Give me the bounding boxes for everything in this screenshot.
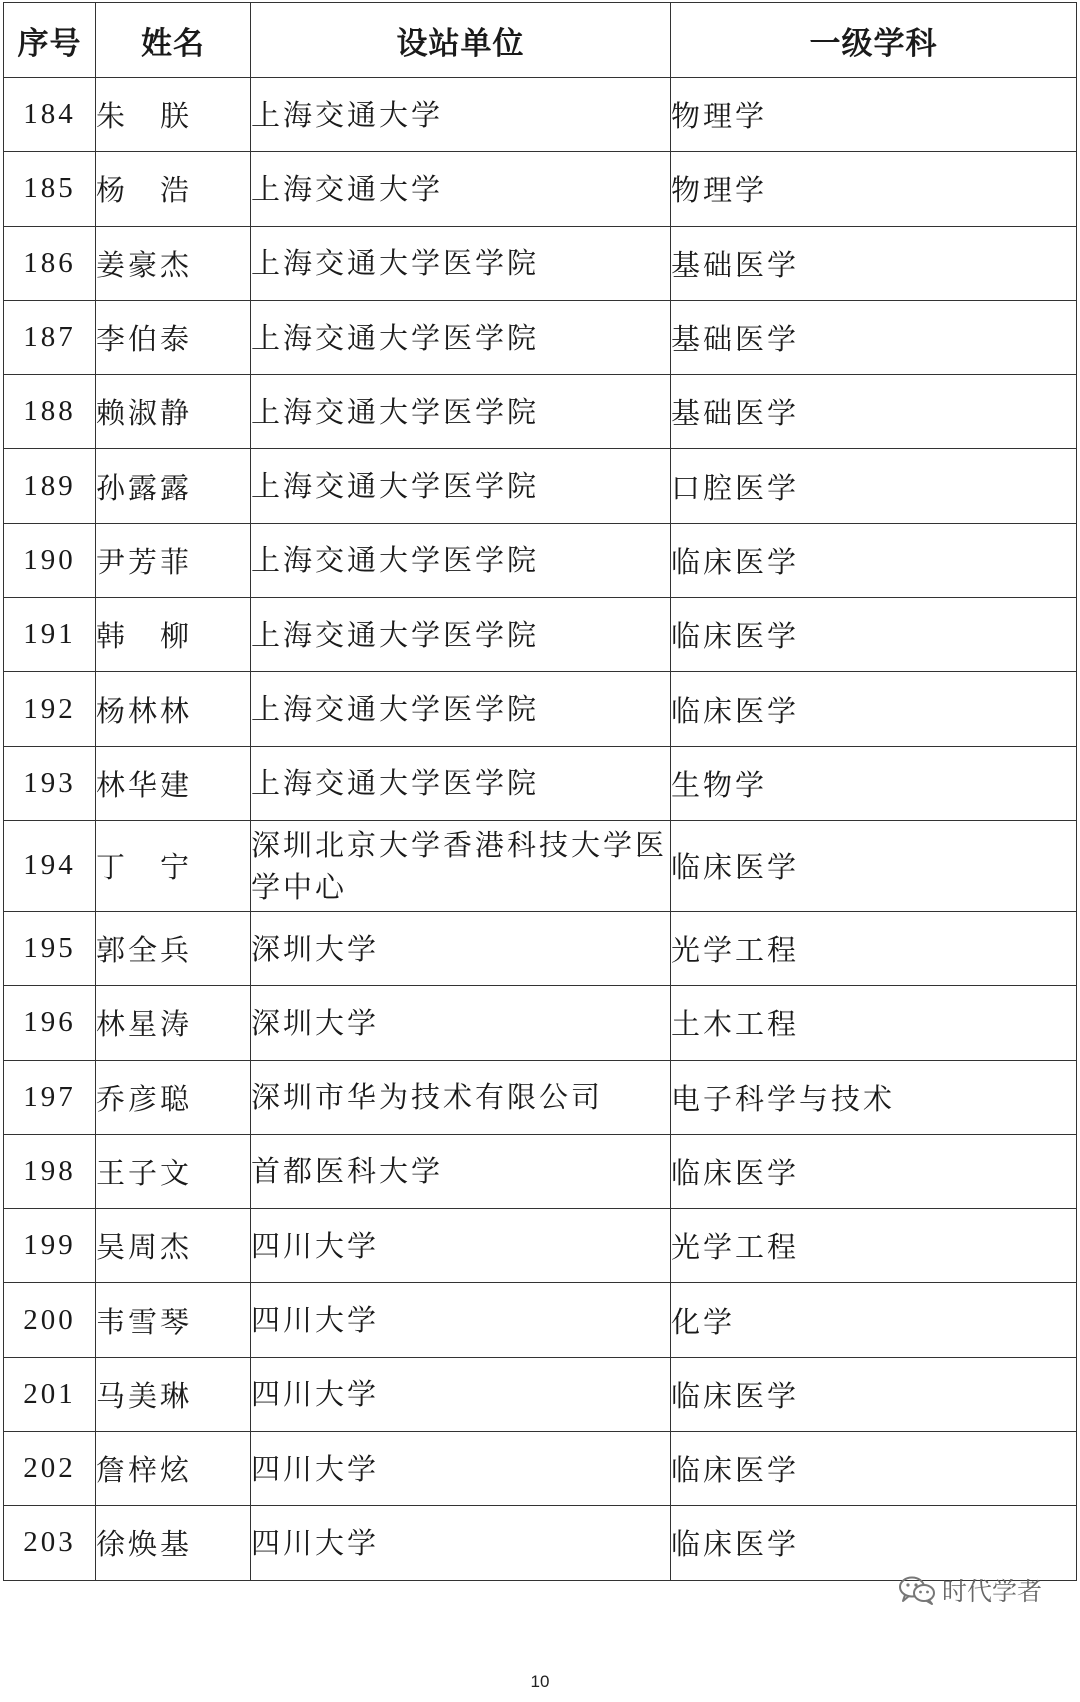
row-name: 尹芳菲	[96, 523, 251, 597]
row-no: 190	[4, 523, 96, 597]
row-subject: 基础医学	[671, 375, 1077, 449]
row-unit: 深圳北京大学香港科技大学医学中心	[251, 820, 671, 911]
row-unit: 深圳市华为技术有限公司	[251, 1060, 671, 1134]
row-unit: 上海交通大学医学院	[251, 226, 671, 300]
table-row	[4, 226, 1077, 300]
row-name: 赖淑静	[96, 375, 251, 449]
table-row	[4, 375, 1077, 449]
row-subject: 生物学	[671, 746, 1077, 820]
row-subject: 临床医学	[671, 1357, 1077, 1431]
table-row	[4, 1209, 1077, 1283]
row-no: 201	[4, 1357, 96, 1431]
row-name: 杨林林	[96, 672, 251, 746]
watermark-text: 时代学者	[941, 1577, 1042, 1606]
row-no: 191	[4, 598, 96, 672]
row-unit: 上海交通大学医学院	[251, 300, 671, 374]
row-name: 郭全兵	[96, 911, 251, 985]
row-no: 199	[4, 1209, 96, 1283]
table-row	[4, 820, 1077, 911]
table-row	[4, 1060, 1077, 1134]
row-unit: 四川大学	[251, 1432, 671, 1506]
wechat-watermark	[898, 1572, 1042, 1608]
row-subject: 电子科学与技术	[671, 1060, 1077, 1134]
row-subject: 临床医学	[671, 1134, 1077, 1208]
postdoc-roster-table	[3, 2, 1077, 1581]
table-row	[4, 152, 1077, 226]
table-row	[4, 911, 1077, 985]
row-subject: 临床医学	[671, 598, 1077, 672]
table-row	[4, 1432, 1077, 1506]
row-no: 198	[4, 1134, 96, 1208]
row-no: 189	[4, 449, 96, 523]
row-name: 孙露露	[96, 449, 251, 523]
row-unit: 上海交通大学医学院	[251, 672, 671, 746]
header-no: 序号	[4, 3, 96, 78]
row-no: 196	[4, 986, 96, 1060]
row-unit: 四川大学	[251, 1283, 671, 1357]
table-header-row	[4, 3, 1077, 78]
row-name: 马美琳	[96, 1357, 251, 1431]
table-row	[4, 523, 1077, 597]
table-row	[4, 986, 1077, 1060]
row-unit: 上海交通大学医学院	[251, 746, 671, 820]
row-subject: 物理学	[671, 152, 1077, 226]
row-no: 187	[4, 300, 96, 374]
row-subject: 临床医学	[671, 1506, 1077, 1580]
table-row	[4, 1357, 1077, 1431]
row-name: 姜豪杰	[96, 226, 251, 300]
row-subject: 临床医学	[671, 820, 1077, 911]
row-subject: 临床医学	[671, 672, 1077, 746]
table-row	[4, 672, 1077, 746]
table-row	[4, 1134, 1077, 1208]
row-name: 韩 柳	[96, 598, 251, 672]
wechat-icon	[898, 1575, 936, 1605]
row-name: 詹梓炫	[96, 1432, 251, 1506]
row-subject: 物理学	[671, 78, 1077, 152]
row-name: 徐焕基	[96, 1506, 251, 1580]
row-name: 杨 浩	[96, 152, 251, 226]
row-unit: 上海交通大学	[251, 152, 671, 226]
row-subject: 化学	[671, 1283, 1077, 1357]
row-name: 李伯泰	[96, 300, 251, 374]
row-subject: 临床医学	[671, 523, 1077, 597]
row-no: 202	[4, 1432, 96, 1506]
row-unit: 上海交通大学	[251, 78, 671, 152]
row-unit: 四川大学	[251, 1357, 671, 1431]
row-no: 197	[4, 1060, 96, 1134]
row-no: 192	[4, 672, 96, 746]
row-name: 林华建	[96, 746, 251, 820]
row-unit: 深圳大学	[251, 986, 671, 1060]
header-subject: 一级学科	[671, 3, 1077, 78]
row-subject: 光学工程	[671, 911, 1077, 985]
row-unit: 四川大学	[251, 1209, 671, 1283]
row-no: 184	[4, 78, 96, 152]
row-name: 王子文	[96, 1134, 251, 1208]
row-no: 185	[4, 152, 96, 226]
table-row	[4, 598, 1077, 672]
row-subject: 临床医学	[671, 1432, 1077, 1506]
table-row	[4, 1283, 1077, 1357]
row-no: 193	[4, 746, 96, 820]
row-name: 吴周杰	[96, 1209, 251, 1283]
table-row	[4, 1506, 1077, 1580]
row-name: 林星涛	[96, 986, 251, 1060]
row-subject: 基础医学	[671, 226, 1077, 300]
row-unit: 上海交通大学医学院	[251, 375, 671, 449]
row-subject: 光学工程	[671, 1209, 1077, 1283]
row-subject: 口腔医学	[671, 449, 1077, 523]
table-row	[4, 746, 1077, 820]
row-no: 195	[4, 911, 96, 985]
row-name: 朱 朕	[96, 78, 251, 152]
row-unit: 深圳大学	[251, 911, 671, 985]
row-no: 188	[4, 375, 96, 449]
row-name: 乔彦聪	[96, 1060, 251, 1134]
row-unit: 上海交通大学医学院	[251, 598, 671, 672]
row-unit: 上海交通大学医学院	[251, 449, 671, 523]
table-row	[4, 449, 1077, 523]
row-unit: 四川大学	[251, 1506, 671, 1580]
row-no: 200	[4, 1283, 96, 1357]
row-name: 丁 宁	[96, 820, 251, 911]
header-name: 姓名	[96, 3, 251, 78]
row-name: 韦雪琴	[96, 1283, 251, 1357]
row-no: 186	[4, 226, 96, 300]
row-no: 194	[4, 820, 96, 911]
row-subject: 基础医学	[671, 300, 1077, 374]
row-no: 203	[4, 1506, 96, 1580]
table-row	[4, 78, 1077, 152]
table-row	[4, 300, 1077, 374]
row-unit: 上海交通大学医学院	[251, 523, 671, 597]
header-unit: 设站单位	[251, 3, 671, 78]
row-subject: 土木工程	[671, 986, 1077, 1060]
row-unit: 首都医科大学	[251, 1134, 671, 1208]
page-number: 10	[530, 1672, 550, 1691]
